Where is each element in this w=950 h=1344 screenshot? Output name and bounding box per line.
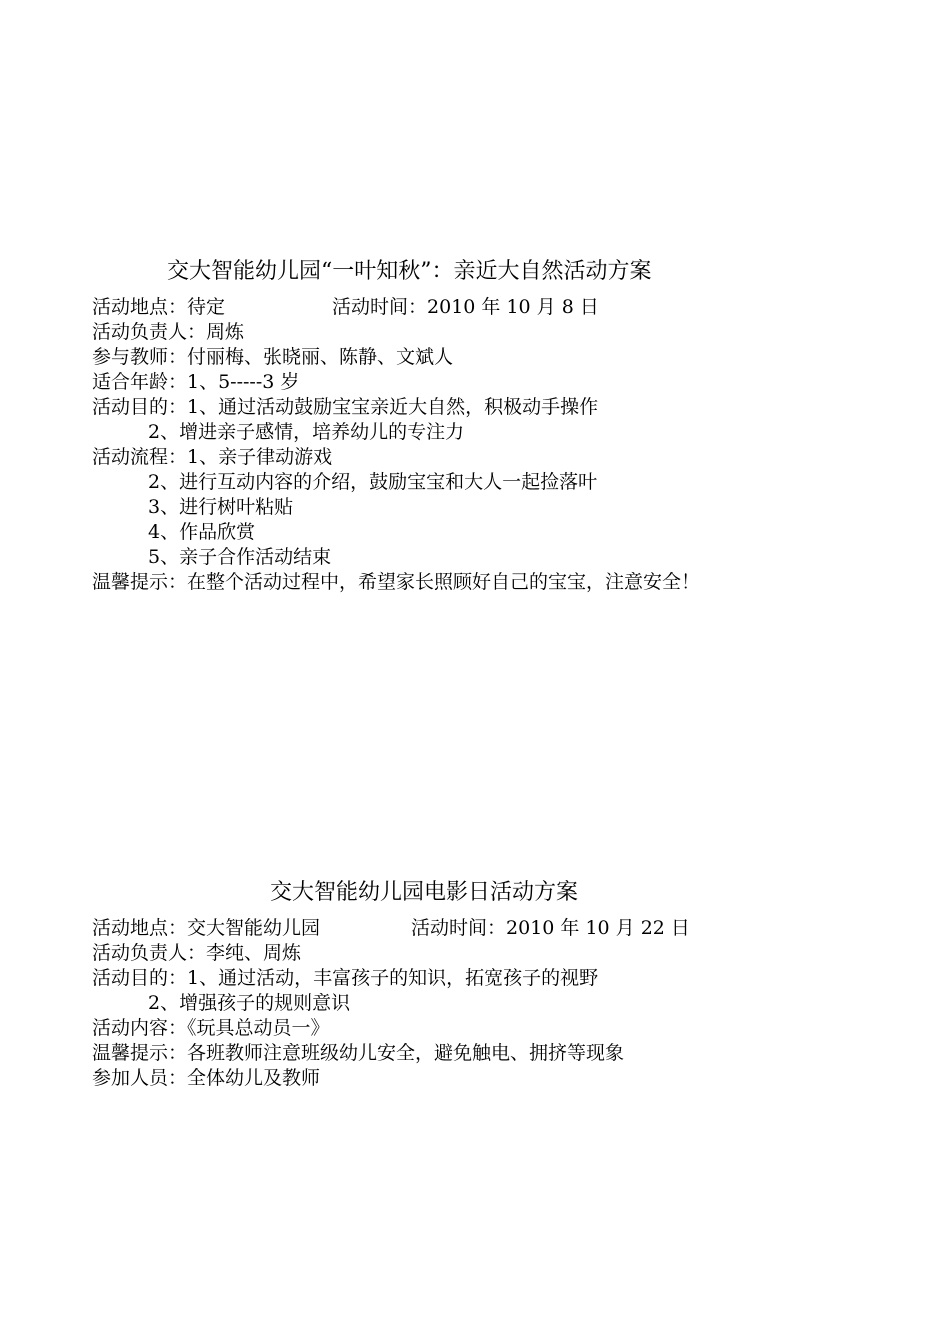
participating-teachers: 参与教师：付丽梅、张晓丽、陈静、文斌人 bbox=[92, 346, 454, 368]
location-time-line bbox=[92, 916, 852, 941]
activity-time: 活动时间：2010 年 10 月 22 日 bbox=[411, 917, 690, 939]
activity-purpose: 活动目的：1、通过活动，丰富孩子的知识，拓宽孩子的视野 bbox=[92, 967, 599, 989]
suitable-age: 适合年龄：1、5-----3 岁 bbox=[92, 371, 300, 393]
plan-title: 交大智能幼儿园“一叶知秋”：亲近大自然活动方案 bbox=[167, 259, 652, 284]
activity-leader: 活动负责人：李纯、周炼 bbox=[92, 942, 302, 964]
plan-section-autumn bbox=[92, 257, 852, 595]
location-time-line bbox=[92, 295, 852, 320]
activity-time: 活动时间：2010 年 10 月 8 日 bbox=[332, 296, 599, 318]
activity-content: 活动内容：《玩具总动员一》 bbox=[92, 1017, 330, 1039]
plan-body bbox=[92, 295, 852, 595]
activity-leader: 活动负责人：周炼 bbox=[92, 321, 245, 343]
plan-section-movie-day bbox=[92, 878, 852, 1091]
activity-process: 活动流程：1、亲子律动游戏 bbox=[92, 446, 333, 468]
friendly-tip: 温馨提示：各班教师注意班级幼儿安全，避免触电、拥挤等现象 bbox=[92, 1042, 625, 1064]
activity-process-item: 4、作品欣赏 bbox=[148, 521, 256, 543]
plan-body bbox=[92, 916, 852, 1091]
participants: 参加人员：全体幼儿及教师 bbox=[92, 1067, 321, 1089]
activity-location: 活动地点：交大智能幼儿园 bbox=[92, 917, 321, 939]
activity-purpose: 活动目的：1、通过活动鼓励宝宝亲近大自然，积极动手操作 bbox=[92, 396, 599, 418]
activity-process-item: 5、亲子合作活动结束 bbox=[148, 546, 332, 568]
activity-purpose-item: 2、增强孩子的规则意识 bbox=[148, 992, 351, 1014]
activity-purpose-item: 2、增进亲子感情，培养幼儿的专注力 bbox=[148, 421, 465, 443]
activity-process-item: 3、进行树叶粘贴 bbox=[148, 496, 294, 518]
plan-title: 交大智能幼儿园电影日活动方案 bbox=[270, 880, 579, 905]
activity-process-item: 2、进行互动内容的介绍，鼓励宝宝和大人一起捡落叶 bbox=[148, 471, 598, 493]
activity-location: 活动地点：待定 bbox=[92, 296, 226, 318]
friendly-tip: 温馨提示：在整个活动过程中，希望家长照顾好自己的宝宝，注意安全！ bbox=[92, 571, 701, 593]
